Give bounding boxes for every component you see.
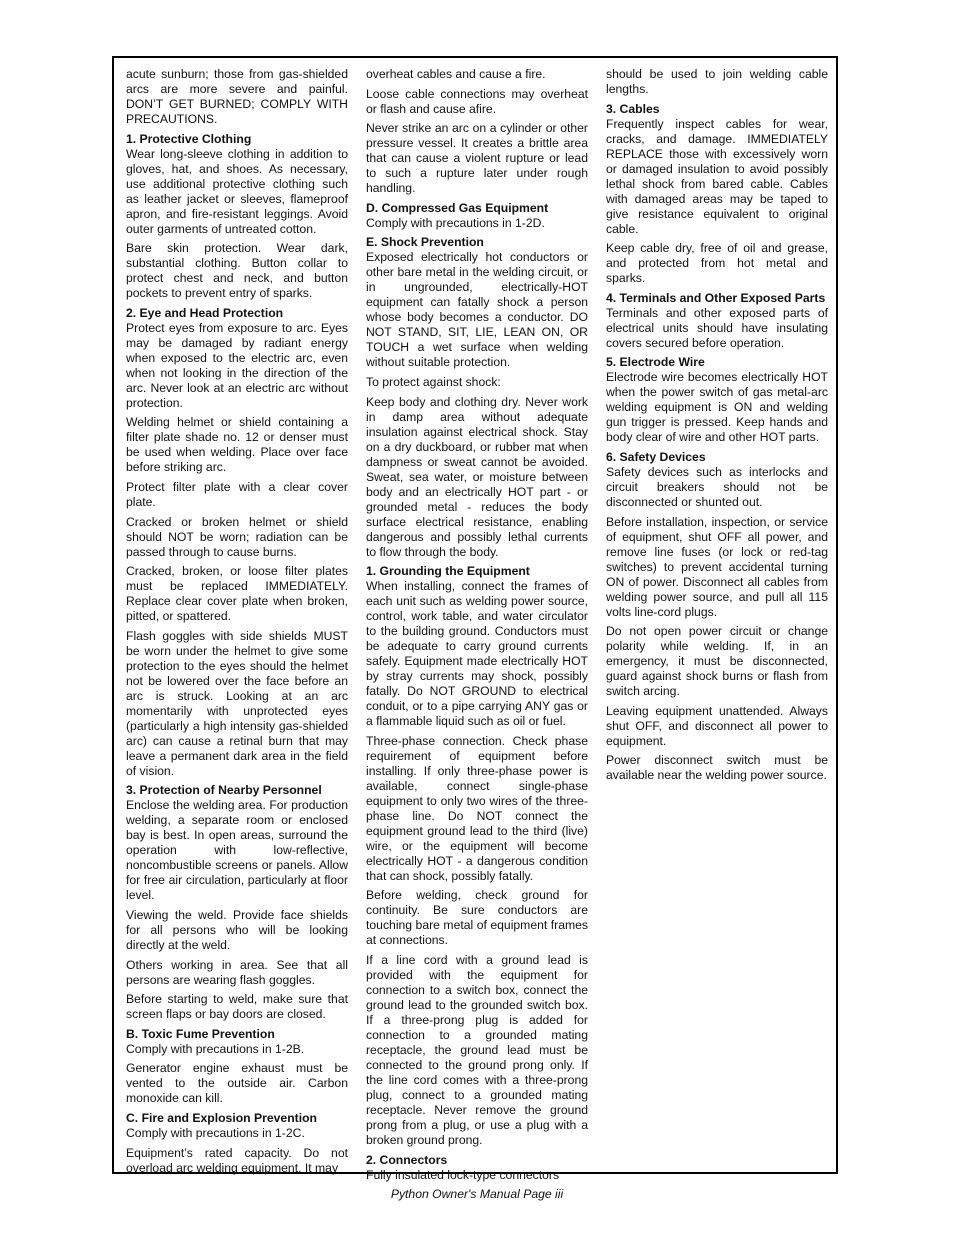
paragraph: Enclose the welding area. For production welding, a separate room or enclosed bay is best. In open areas, surround the operation with low-reflective, noncombustible screens or panels. Allow for free air circulation, particularly at floor level. (126, 798, 348, 903)
paragraph: Flash goggles with side shields MUST be worn under the helmet to give some protection to the eyes should the helmet not be lowered over the face before an arc is struck. Looking at an arc momentarily with unprotected eyes (particularly a high intensity gas-shielded arc) can cause a retinal burn that may leave a permanent dark area in the field of vision. (126, 628, 348, 778)
section-heading: 1. Protective Clothing (126, 131, 252, 146)
section-heading: 3. Cables (606, 101, 660, 116)
section-heading: 2. Eye and Head Protection (126, 305, 284, 320)
column-3 (606, 67, 828, 788)
section-heading: 2. Connectors (366, 1152, 448, 1167)
paragraph: When installing, connect the frames of each unit such as welding power source, control, work table, and water circulator to the building ground. Conductors must be adequate to carry ground currents safely. Equipment made electrically HOT by stray currents may shock, possibly fatally. Do NOT GROUND to electrical conduit, or to a pipe carrying ANY gas or a flammable liquid such as oil or fuel. (366, 579, 588, 729)
paragraph: should be used to join welding cable lengths. (606, 67, 828, 96)
section-heading: 5. Electrode Wire (606, 355, 705, 370)
paragraph: Wear long-sleeve clothing in addition to gloves, hat, and shoes. As necessary, use additional protective clothing such as leather jacket or sleeves, flameproof apron, and fire-resistant leggings. Avoid outer garments of untreated cotton. (126, 146, 348, 236)
paragraph: Never strike an arc on a cylinder or other pressure vessel. It creates a brittle area that can cause a violent rupture or lead to such a rupture later under rough handling. (366, 121, 588, 196)
paragraph: Safety devices such as interlocks and circuit breakers should not be disconnected or shunted out. (606, 464, 828, 509)
paragraph: Three-phase connection. Check phase requirement of equipment before installing. If only three-phase power is available, connect single-phase equipment to only two wires of the three-phase line. Do NOT connect the equipment ground lead to the third (live) wire, or the equipment will become electrically HOT - a dangerous condition that can shock, possibly fatally. (366, 733, 588, 883)
paragraph: Fully insulated lock-type connectors (366, 1167, 560, 1182)
paragraph: Before welding, check ground for continuity. Be sure conductors are touching bare metal of equipment frames at connections. (366, 888, 588, 948)
section-heading: E. Shock Prevention (366, 235, 484, 250)
section-heading: B. Toxic Fume Prevention (126, 1026, 275, 1041)
column-1 (126, 67, 348, 1180)
paragraph: Cracked, broken, or loose filter plates must be replaced IMMEDIATELY. Replace clear cover plate when broken, pitted, or spattered. (126, 564, 348, 624)
paragraph: Before installation, inspection, or service of equipment, shut OFF all power, and remove line fuses (or lock or red-tag switches) to prevent accidental turning ON of power. Disconnect all cables from welding power source, and pull all 115 volts line-cord plugs. (606, 514, 828, 619)
paragraph: Do not open power circuit or change polarity while welding. If, in an emergency, it must be disconnected, guard against shock burns or flash from switch arcing. (606, 624, 828, 699)
paragraph: Protect filter plate with a clear cover plate. (126, 479, 348, 509)
paragraph: Comply with precautions in 1-2D. (366, 215, 545, 230)
paragraph: Equipment’s rated capacity. Do not overload arc welding equipment. It may (126, 1145, 348, 1175)
paragraph: Leaving equipment unattended. Always shut OFF, and disconnect all power to equipment. (606, 703, 828, 748)
paragraph: overheat cables and cause a fire. (366, 67, 546, 81)
section-heading: D. Compressed Gas Equipment (366, 200, 549, 215)
section-heading: 3. Protection of Nearby Personnel (126, 783, 322, 798)
paragraph: Protect eyes from exposure to arc. Eyes may be damaged by radiant energy when exposed to the electric arc, even when not looking in the direction of the arc. Never look at an electric arc without protection. (126, 320, 348, 410)
paragraph: Generator engine exhaust must be vented to the outside air. Carbon monoxide can kill. (126, 1061, 348, 1106)
paragraph: Comply with precautions in 1-2B. (126, 1041, 305, 1056)
paragraph: Comply with precautions in 1-2C. (126, 1125, 305, 1140)
paragraph: Cracked or broken helmet or shield should NOT be worn; radiation can be passed through to cause burns. (126, 514, 348, 559)
page-footer: Python Owner's Manual Page iii (390, 1187, 564, 1201)
paragraph: Frequently inspect cables for wear, cracks, and damage. IMMEDIATELY REPLACE those with excessively worn or damaged insulation to avoid possibly lethal shock from bared cable. Cables with damaged areas may be taped to give resistance equivalent to original cable. (606, 116, 828, 236)
paragraph: Terminals and other exposed parts of electrical units should have insulating covers secured before operation. (606, 305, 828, 350)
paragraph: Bare skin protection. Wear dark, substantial clothing. Button collar to protect chest and neck, and button pockets to prevent entry of sparks. (126, 241, 348, 301)
paragraph: Exposed electrically hot conductors or other bare metal in the welding circuit, or in ungrounded, electrically-HOT equipment can fatally shock a person whose body becomes a conductor. DO NOT STAND, SIT, LIE, LEAN ON, OR TOUCH a wet surface when welding without suitable protection. (366, 250, 588, 370)
paragraph: Before starting to weld, make sure that screen flaps or bay doors are closed. (126, 992, 348, 1022)
section-heading: 4. Terminals and Other Exposed Parts (606, 290, 826, 305)
paragraph: Viewing the weld. Provide face shields for all persons who will be looking directly at the weld. (126, 907, 348, 952)
paragraph: Welding helmet or shield containing a filter plate shade no. 12 or denser must be used when welding. Place over face before striking arc. (126, 415, 348, 475)
section-heading: 1. Grounding the Equipment (366, 564, 530, 579)
paragraph: If a line cord with a ground lead is provided with the equipment for connection to a switch box, connect the ground lead to the grounded switch box. If a three-prong plug is added for connection to a grounded mating receptacle, the ground lead must be connected to the ground prong only. If the line cord comes with a three-prong plug, connect to a grounded mating receptacle. Never remove the ground prong from a plug, or use a plug with a broken ground prong. (366, 952, 588, 1147)
section-heading: 6. Safety Devices (606, 449, 706, 464)
paragraph: Power disconnect switch must be available near the welding power source. (606, 753, 828, 783)
column-2 (366, 67, 588, 1187)
paragraph: acute sunburn; those from gas-shielded arcs are more severe and painful. DON’T GET BURNED; COMPLY WITH PRECAUTIONS. (126, 67, 348, 126)
paragraph: To protect against shock: (366, 374, 501, 389)
paragraph: Others working in area. See that all persons are wearing flash goggles. (126, 957, 348, 987)
paragraph: Keep cable dry, free of oil and grease, and protected from hot metal and sparks. (606, 241, 828, 286)
paragraph: Electrode wire becomes electrically HOT when the power switch of gas metal-arc welding equipment is ON and welding gun trigger is pressed. Keep hands and body clear of wire and other HOT parts. (606, 370, 828, 445)
section-heading: C. Fire and Explosion Prevention (126, 1110, 317, 1125)
paragraph: Keep body and clothing dry. Never work in damp area without adequate insulation against electrical shock. Stay on a dry duckboard, or rubber mat when dampness or sweat cannot be avoided. Sweat, sea water, or moisture between body and an electrically HOT part - or grounded metal - reduces the body surface electrical resistance, enabling dangerous and possibly lethal currents to flow through the body. (366, 394, 588, 559)
paragraph: Loose cable connections may overheat or flash and cause afire. (366, 86, 588, 116)
